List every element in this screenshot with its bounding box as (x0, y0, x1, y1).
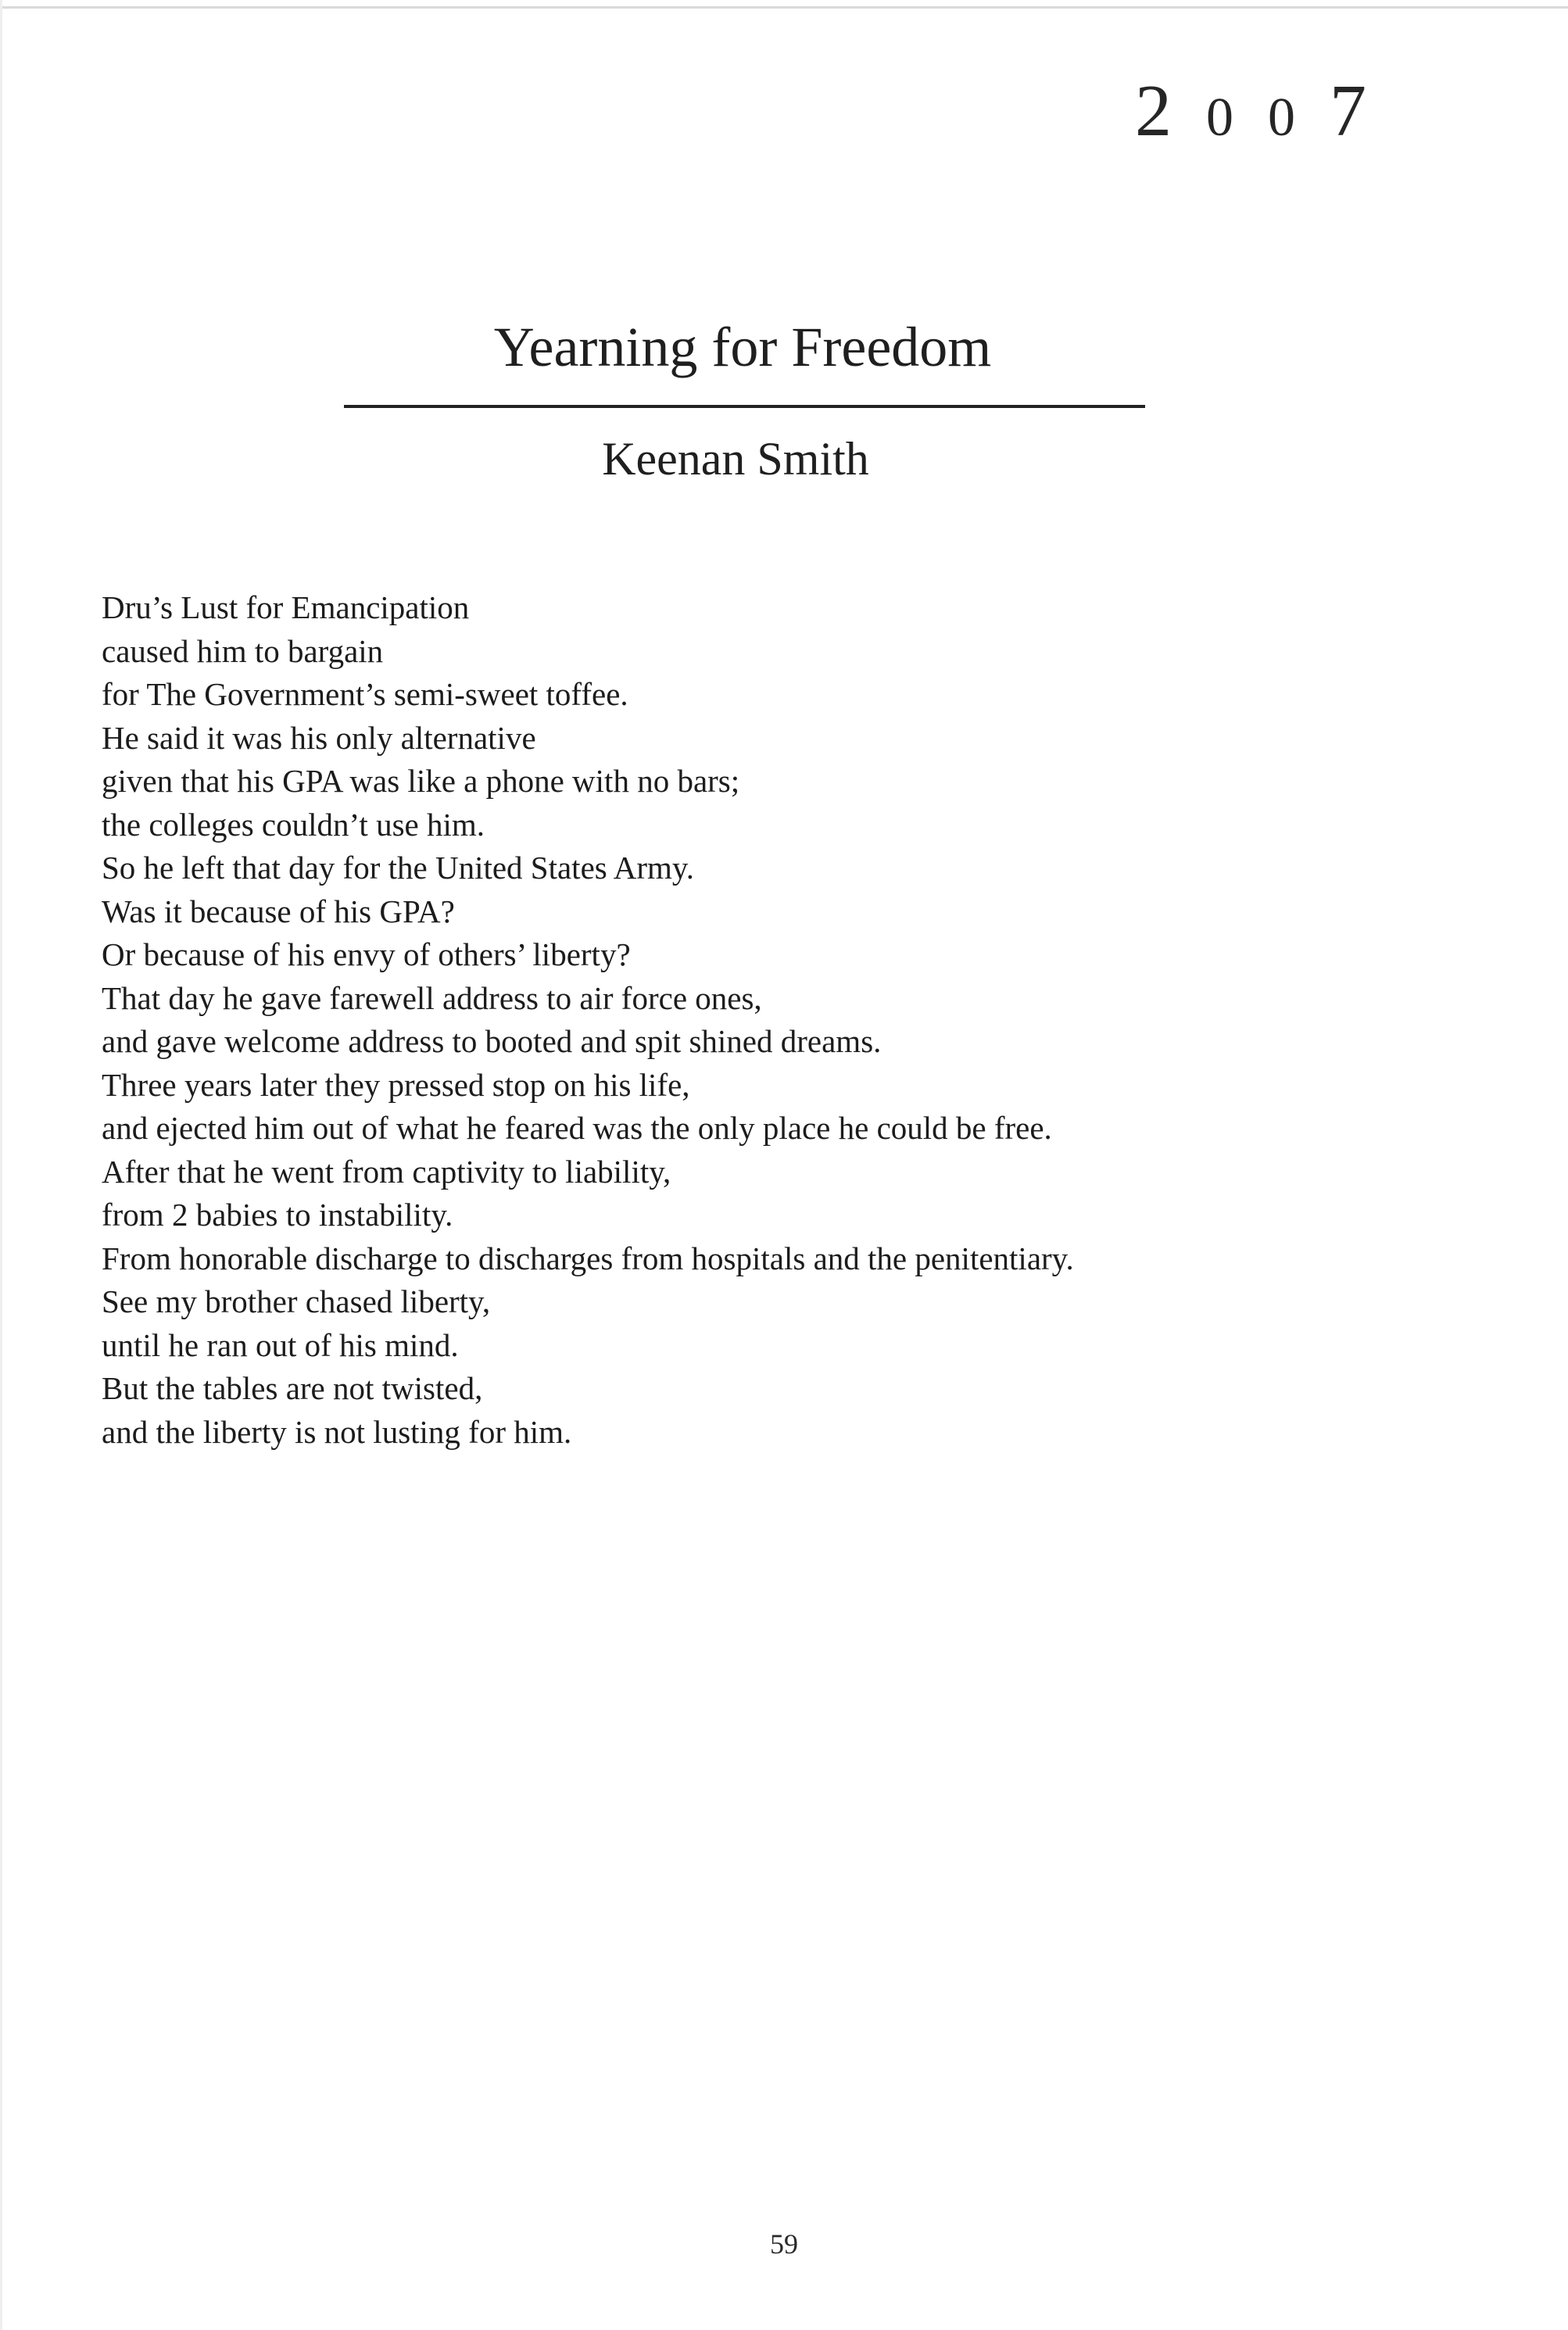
poem-line: Or because of his envy of others’ liberty? (102, 936, 631, 972)
poem-line: Three years later they pressed stop on his life, (102, 1066, 690, 1103)
poem-line: Was it because of his GPA? (102, 893, 455, 929)
poem-body (102, 586, 1509, 1454)
poem-line: After that he went from captivity to liability, (102, 1153, 671, 1190)
scan-edge-top (0, 6, 1568, 9)
poem-line: Dru’s Lust for Emancipation (102, 589, 470, 625)
title-divider (344, 405, 1145, 408)
year-digit: 2 (1135, 70, 1172, 152)
poem-line: From honorable discharge to discharges from hospitals and the penitentiary. (102, 1240, 1074, 1276)
poem-line: for The Government’s semi-sweet toffee. (102, 676, 628, 712)
year-digit: 7 (1330, 70, 1366, 152)
poem-line: He said it was his only alternative (102, 719, 536, 756)
year-digit: 0 (1268, 88, 1295, 148)
poem-line: and gave welcome address to booted and spit shined dreams. (102, 1023, 882, 1059)
poem-line: So he left that day for the United States Army. (102, 850, 694, 886)
poem-line: But the tables are not twisted, (102, 1370, 483, 1406)
poem-line: caused him to bargain (102, 632, 384, 669)
year-digit: 0 (1206, 88, 1233, 148)
poem-line: See my brother chased liberty, (102, 1283, 491, 1319)
year-heading (1118, 70, 1384, 152)
poem-author: Keenan Smith (602, 433, 869, 485)
poem-line: and the liberty is not lusting for him. (102, 1413, 572, 1450)
poem-line: given that his GPA was like a phone with no bars; (102, 763, 740, 799)
poem-line: the colleges couldn’t use him. (102, 806, 485, 843)
poem-line: That day he gave farewell address to air force ones, (102, 979, 762, 1016)
poem-line: until he ran out of his mind. (102, 1326, 459, 1363)
poem-line: and ejected him out of what he feared was the only place he could be free. (102, 1110, 1052, 1146)
page-number: 59 (770, 2228, 798, 2260)
poem-line: from 2 babies to instability. (102, 1197, 453, 1233)
poem-title: Yearning for Freedom (493, 316, 992, 378)
